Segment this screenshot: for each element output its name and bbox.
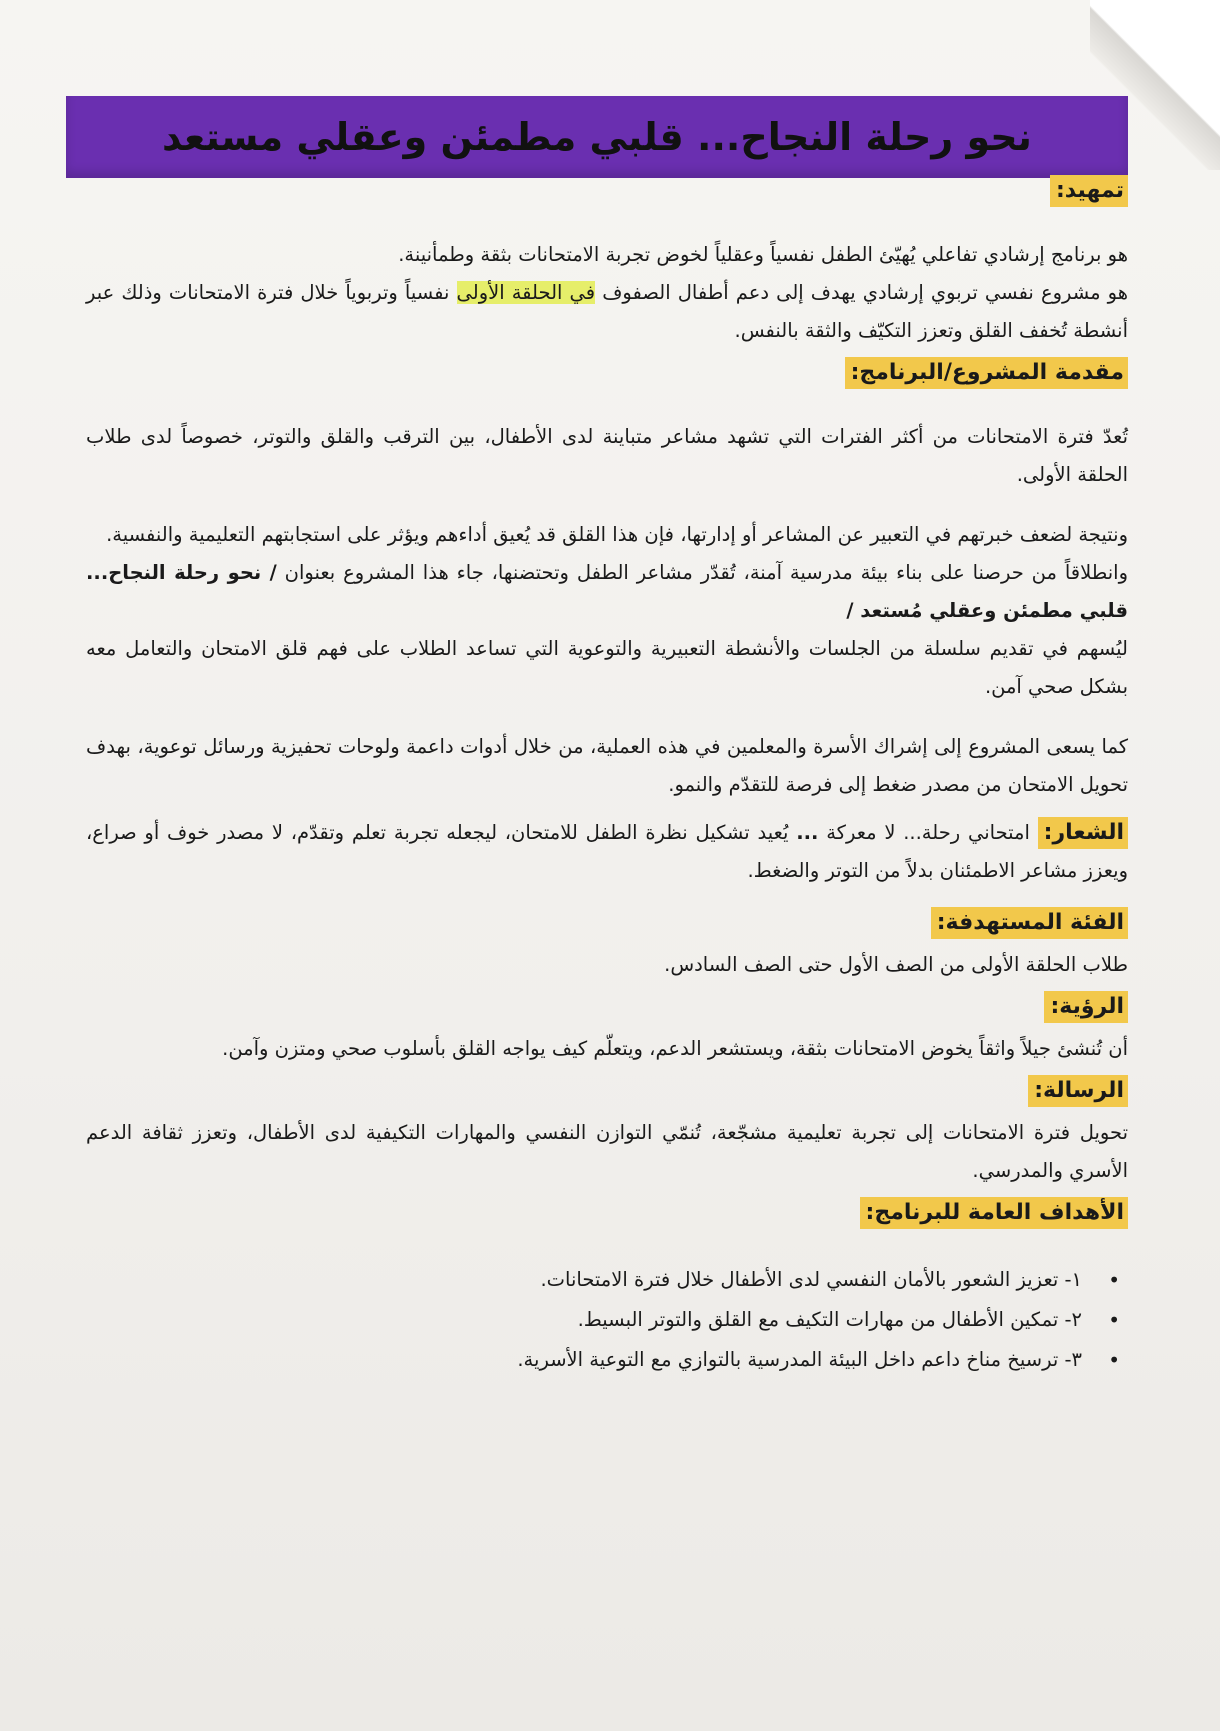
preface-heading-row (86, 350, 1128, 396)
mission-heading-row (86, 1068, 1128, 1114)
preface-p3-start: وانطلاقاً من حرصنا على بناء بيئة مدرسية آمنة، تُقدّر مشاعر الطفل وتحتضنها، جاء هذا المشروع بعنوان (284, 561, 1128, 584)
preface-paragraph-1: تُعدّ فترة الامتحانات من أكثر الفترات التي تشهد مشاعر متباينة لدى الأطفال، بين الترقب والقلق والتوتر، خصوصاً لدى طلاب الحلقة الأولى. (86, 425, 1128, 486)
target-text: طلاب الحلقة الأولى من الصف الأول حتى الصف السادس. (664, 953, 1128, 976)
preface-paragraph-3 (86, 554, 1128, 630)
slogan-text-a: امتحاني رحلة... لا معركة (826, 821, 1030, 844)
slogan-text-c: يُعيد تشكيل نظرة الطفل للامتحان، ليجعله تجربة تعلم وتقدّم، لا مصدر خوف أو صراع، ويعزز مشاعر الاطمئنان بدلاً من التوتر والضغط. (86, 821, 1128, 882)
bullet-icon: • (1108, 1268, 1120, 1292)
slogan-text-b: ... (796, 821, 819, 844)
intro-line-2: هو مشروع نفسي تربوي إرشادي يهدف إلى دعم أطفال الصفوف (602, 281, 1129, 304)
bullet-icon: • (1108, 1348, 1120, 1372)
vision-heading: الرؤية: (1044, 991, 1128, 1023)
document-body (86, 168, 1128, 1380)
highlighted-text: في الحلقة الأولى (456, 281, 596, 304)
intro-heading: تمهيد: (1050, 175, 1128, 207)
goals-heading-row (86, 1190, 1128, 1236)
target-heading: الفئة المستهدفة: (931, 907, 1128, 939)
preface-paragraph-3-end: ليُسهم في تقديم سلسلة من الجلسات والأنشطة التعبيرية والتوعوية التي تساعد الطلاب على فهم قلق الامتحان والتعامل معه بشكل صحي آمن. (86, 637, 1128, 698)
intro-heading-row (86, 168, 1128, 214)
preface-p3-title: / نحو رحلة النجاح... قلبي مطمئن وعقلي مُستعد / (86, 561, 1128, 622)
intro-paragraph (86, 274, 1128, 350)
title-banner (66, 96, 1128, 178)
mission-text: تحويل فترة الامتحانات إلى تجربة تعليمية مشجّعة، تُنمّي التوازن النفسي والمهارات التكيفية لدى الأطفال، وتعزز ثقافة الدعم الأسري والمدرسي. (86, 1121, 1128, 1182)
goals-list (86, 1260, 1128, 1380)
preface-paragraph-4: كما يسعى المشروع إلى إشراك الأسرة والمعلمين في هذه العملية، من خلال أدوات داعمة ولوحات تحفيزية ورسائل توعوية، بهدف تحويل الامتحان من مصدر ضغط إلى فرصة للتقدّم والنمو. (86, 735, 1128, 796)
goal-text: ٣- ترسيخ مناخ داعم داخل البيئة المدرسية بالتوازي مع التوعية الأسرية. (517, 1348, 1082, 1371)
target-heading-row (86, 900, 1128, 946)
intro-line-1: هو برنامج إرشادي تفاعلي يُهيّئ الطفل نفسياً وعقلياً لخوض تجربة الامتحانات بثقة وطمأنينة. (398, 243, 1128, 266)
goal-text: ١- تعزيز الشعور بالأمان النفسي لدى الأطفال خلال فترة الامتحانات. (540, 1268, 1082, 1291)
goals-heading: الأهداف العامة للبرنامج: (860, 1197, 1128, 1229)
slogan-heading: الشعار: (1038, 817, 1128, 849)
slogan-paragraph (86, 814, 1128, 890)
vision-heading-row (86, 984, 1128, 1030)
goal-text: ٢- تمكين الأطفال من مهارات التكيف مع القلق والتوتر البسيط. (577, 1308, 1082, 1331)
preface-heading: مقدمة المشروع/البرنامج: (845, 357, 1128, 389)
intro-line-3: نفسياً وتربوياً خلال فترة الامتحانات وذلك عبر أنشطة تُخفف القلق وتعزز التكيّف والثقة بالنفس. (86, 281, 1128, 342)
preface-paragraph-2: ونتيجة لضعف خبرتهم في التعبير عن المشاعر أو إدارتها، فإن هذا القلق قد يُعيق أداءهم ويؤثر على استجابتهم التعليمية والنفسية. (106, 523, 1128, 546)
mission-heading: الرسالة: (1028, 1075, 1128, 1107)
list-item (86, 1340, 1120, 1380)
list-item (86, 1300, 1120, 1340)
bullet-icon: • (1108, 1308, 1120, 1332)
page-title: نحو رحلة النجاح... قلبي مطمئن وعقلي مستعد (162, 115, 1032, 159)
vision-text: أن تُنشئ جيلاً واثقاً يخوض الامتحانات بثقة، ويستشعر الدعم، ويتعلّم كيف يواجه القلق بأسلوب صحي ومتزن وآمن. (222, 1037, 1128, 1060)
list-item (86, 1260, 1120, 1300)
